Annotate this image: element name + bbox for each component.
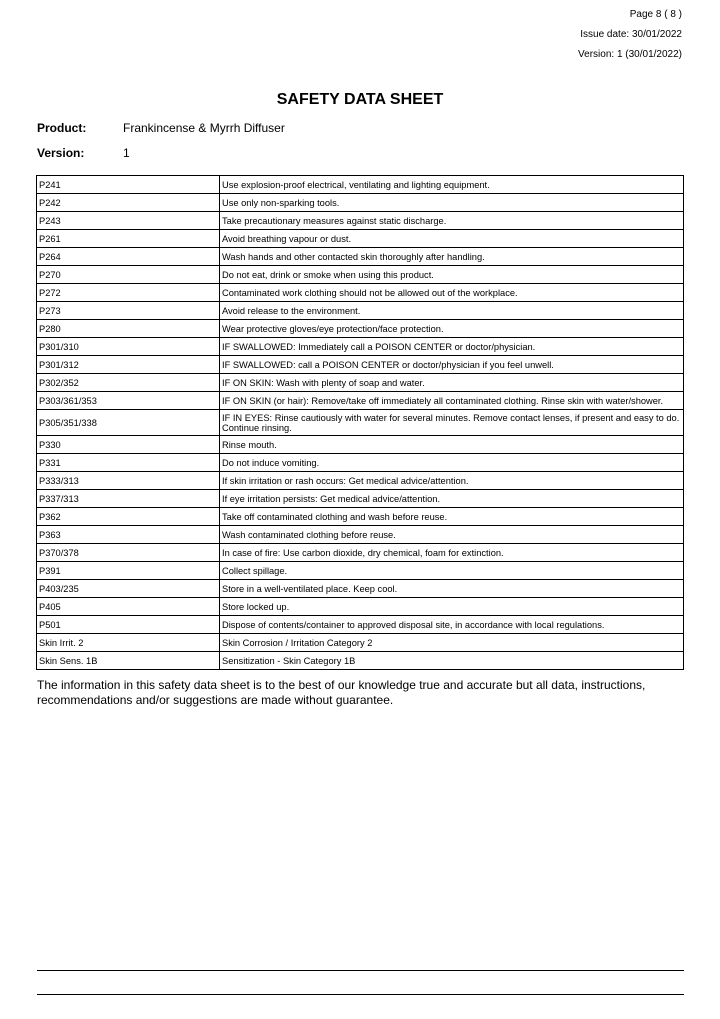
statement-code: P302/352 xyxy=(37,374,220,392)
table-row xyxy=(37,212,684,230)
precautionary-statements-table xyxy=(36,175,684,670)
statement-code: P301/310 xyxy=(37,338,220,356)
statement-text: If eye irritation persists: Get medical advice/attention. xyxy=(220,490,684,508)
statement-code: P301/312 xyxy=(37,356,220,374)
statement-code: P305/351/338 xyxy=(37,410,220,436)
statement-text: IF SWALLOWED: Immediately call a POISON CENTER or doctor/physician. xyxy=(220,338,684,356)
table-row xyxy=(37,374,684,392)
document-title: SAFETY DATA SHEET xyxy=(276,91,444,108)
statement-code: P362 xyxy=(37,508,220,526)
statement-text: In case of fire: Use carbon dioxide, dry chemical, foam for extinction. xyxy=(220,544,684,562)
table-row xyxy=(37,634,684,652)
product-value: Frankincense & Myrrh Diffuser xyxy=(123,121,285,135)
statement-text: Take precautionary measures against static discharge. xyxy=(220,212,684,230)
version-info: Version: 1 (30/01/2022) xyxy=(578,49,682,60)
statement-text: Do not induce vomiting. xyxy=(220,454,684,472)
table-row xyxy=(37,454,684,472)
statement-text: Wash contaminated clothing before reuse. xyxy=(220,526,684,544)
table-row xyxy=(37,580,684,598)
table-row xyxy=(37,230,684,248)
statement-text: Wear protective gloves/eye protection/face protection. xyxy=(220,320,684,338)
statement-code: P272 xyxy=(37,284,220,302)
table-row xyxy=(37,544,684,562)
table-row xyxy=(37,356,684,374)
statement-code: P370/378 xyxy=(37,544,220,562)
statement-code: P270 xyxy=(37,266,220,284)
table-row xyxy=(37,652,684,670)
statement-text: Store locked up. xyxy=(220,598,684,616)
table-row xyxy=(37,436,684,454)
statement-code: P363 xyxy=(37,526,220,544)
page-number: Page 8 ( 8 ) xyxy=(629,9,682,20)
statement-text: Wash hands and other contacted skin thoroughly after handling. xyxy=(220,248,684,266)
statement-code: P303/361/353 xyxy=(37,392,220,410)
table-row xyxy=(37,338,684,356)
statement-code: P261 xyxy=(37,230,220,248)
table-row xyxy=(37,616,684,634)
version-value: 1 xyxy=(123,146,130,160)
statement-code: P242 xyxy=(37,194,220,212)
product-line xyxy=(37,121,285,135)
statement-code: Skin Irrit. 2 xyxy=(37,634,220,652)
statement-text: IF IN EYES: Rinse cautiously with water for several minutes. Remove contact lenses, if present and easy to do. Continue rinsing. xyxy=(220,410,684,436)
statement-text: Collect spillage. xyxy=(220,562,684,580)
statement-code: P280 xyxy=(37,320,220,338)
table-row xyxy=(37,508,684,526)
table-row xyxy=(37,410,684,436)
statement-text: Store in a well-ventilated place. Keep cool. xyxy=(220,580,684,598)
statement-text: Contaminated work clothing should not be allowed out of the workplace. xyxy=(220,284,684,302)
footer-divider xyxy=(37,994,684,995)
table-row xyxy=(37,320,684,338)
table-row xyxy=(37,562,684,580)
version-line xyxy=(37,146,130,160)
statement-code: P330 xyxy=(37,436,220,454)
table-row xyxy=(37,194,684,212)
table-row xyxy=(37,472,684,490)
statement-text: Use explosion-proof electrical, ventilating and lighting equipment. xyxy=(220,176,684,194)
statement-text: Avoid breathing vapour or dust. xyxy=(220,230,684,248)
statement-code: P264 xyxy=(37,248,220,266)
statement-code: P337/313 xyxy=(37,490,220,508)
statement-code: P405 xyxy=(37,598,220,616)
statement-text: Skin Corrosion / Irritation Category 2 xyxy=(220,634,684,652)
statement-code: P331 xyxy=(37,454,220,472)
issue-date: Issue date: 30/01/2022 xyxy=(580,29,682,40)
statement-code: P241 xyxy=(37,176,220,194)
statement-text: IF ON SKIN: Wash with plenty of soap and water. xyxy=(220,374,684,392)
statement-code: P273 xyxy=(37,302,220,320)
statement-text: IF SWALLOWED: call a POISON CENTER or doctor/physician if you feel unwell. xyxy=(220,356,684,374)
statement-text: Use only non-sparking tools. xyxy=(220,194,684,212)
table-row xyxy=(37,490,684,508)
table-row xyxy=(37,392,684,410)
version-label: Version: xyxy=(37,146,85,160)
statement-text: Take off contaminated clothing and wash before reuse. xyxy=(220,508,684,526)
disclaimer-text: The information in this safety data sheet is to the best of our knowledge true and accurate but all data, instructions, recommendations and/or suggestions are made without guarantee. xyxy=(37,678,646,707)
table-row xyxy=(37,248,684,266)
statement-code: P501 xyxy=(37,616,220,634)
statement-code: P391 xyxy=(37,562,220,580)
statement-code: P243 xyxy=(37,212,220,230)
table-row xyxy=(37,526,684,544)
table-row xyxy=(37,176,684,194)
statement-text: Dispose of contents/container to approved disposal site, in accordance with local regulations. xyxy=(220,616,684,634)
table-row xyxy=(37,284,684,302)
statement-text: Rinse mouth. xyxy=(220,436,684,454)
statement-code: P333/313 xyxy=(37,472,220,490)
statement-code: Skin Sens. 1B xyxy=(37,652,220,670)
statement-text: Do not eat, drink or smoke when using this product. xyxy=(220,266,684,284)
statement-text: Sensitization - Skin Category 1B xyxy=(220,652,684,670)
statement-text: IF ON SKIN (or hair): Remove/take off immediately all contaminated clothing. Rinse skin with water/shower. xyxy=(220,392,684,410)
table-row xyxy=(37,266,684,284)
footer-divider xyxy=(37,970,684,971)
statement-code: P403/235 xyxy=(37,580,220,598)
statement-text: If skin irritation or rash occurs: Get medical advice/attention. xyxy=(220,472,684,490)
statement-text: Avoid release to the environment. xyxy=(220,302,684,320)
product-label: Product: xyxy=(37,121,87,135)
table-row xyxy=(37,598,684,616)
table-row xyxy=(37,302,684,320)
